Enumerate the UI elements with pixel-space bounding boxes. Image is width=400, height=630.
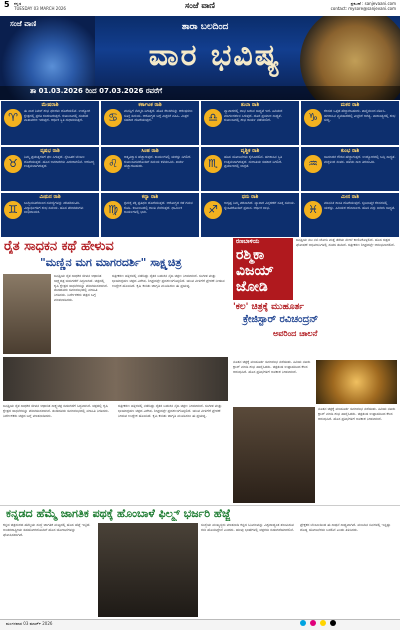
article3-event-photo bbox=[316, 360, 397, 404]
article4-column3: ಪ್ರೇಕ್ಷಕರ ಬೆಂಬಲದಿಂದ ಈ ಸಾಧನೆ ಸಾಧ್ಯವಾಗಿದೆ. ಮುಂದಿನ ದಿನಗಳಲ್ಲಿ ಇನ್ನಷ್ಟು ದೊಡ್ಡ ಯೋಜನೆಗಳು ಬರಲಿವೆ ಎಂದು ತಿಳಿಸಿದರು. bbox=[300, 523, 391, 532]
registration-dot-cyan bbox=[300, 620, 306, 626]
banner-date: ತಾ 01.03.2026 ರಿಂದ 07.03.2026 ರವರೆಗೆ bbox=[30, 87, 163, 95]
zodiac-sign-text: ಬುದ್ಧಿವಂತಿಕೆಯಿಂದ ಸಮಸ್ಯೆಗಳನ್ನು ಪರಿಹರಿಸುವಿರಿ. ವಿದ್ಯಾರ್ಥಿಗಳಿಗೆ ಶುಭ ಸಮಯ. ಹೊಸ ಪರಿಚಯಗಳು ಲಾಭದಾಯಕ. bbox=[24, 201, 84, 215]
zodiac-sign-card bbox=[201, 101, 299, 145]
zodiac-sign-name: ಕುಂಭ ರಾಶಿ bbox=[340, 148, 360, 154]
registration-dot-yellow bbox=[320, 620, 326, 626]
header-contact-line2: contact: mysore@sanjevani.com bbox=[330, 6, 396, 11]
article2-name-line2: ವಿಜಯ್ bbox=[236, 263, 274, 279]
article2-headline-box bbox=[233, 238, 293, 300]
zodiac-sign-text: ಅದೃಷ್ಟ ನಿಮ್ಮ ಪರವಾಗಿದೆ. ವ್ಯಾಪಾರ ವಿಸ್ತರಣೆಗೆ ಸೂಕ್ತ ಸಮಯ. ಸ್ನೇಹಿತರೊಂದಿಗೆ ಪ್ರವಾಸ. ಆರ್ಥಿಕ ಲಾಭ. bbox=[224, 201, 296, 210]
zodiac-sign-card bbox=[201, 147, 299, 191]
header-contact-line1: ಪ್ರಕಟಣೆ : sanjevaani.com bbox=[350, 1, 396, 6]
zodiac-sign-card bbox=[101, 193, 199, 237]
page-header bbox=[0, 0, 400, 17]
zodiac-symbol-icon: ♐ bbox=[204, 201, 222, 219]
article1-column3: ಜನಪ್ರಿಯ ರೈತ ಸಾಧಕರ ಜೀವನ ಆಧಾರಿತ ಸಾಕ್ಷ್ಯಚಿತ್ರ ಬಿಡುಗಡೆಗೆ ಸಿದ್ಧವಾಗಿದೆ. ಚಿತ್ರದಲ್ಲಿ ಕೃಷಿ ಕ್ಷೇತ್ರದ ಸಾಧನೆಗಳನ್ನು ಪರಿಚಯಿಸಲಾಗಿದೆ. ತಂಡದವರು ಸಮಾರಂಭದಲ್ಲಿ ಮಾಹಿತಿ ನೀಡಿದರು. ನಿರ್ದೇಶಕರು ಚಿತ್ರದ ಬಗ್ಗೆ ಮಾತನಾಡಿದರು. bbox=[3, 404, 109, 418]
article4-photo bbox=[98, 523, 198, 617]
article4-headline-box bbox=[0, 505, 400, 522]
article1-subhead-box bbox=[0, 256, 230, 272]
zodiac-sign-card bbox=[301, 101, 399, 145]
zodiac-sign-text: ಹೊಸ ಯೋಜನೆಗಳು ಕೈಗೂಡಲಿವೆ. ಹಣಕಾಸಿನ ಸ್ಥಿತಿ ಉತ್ತಮವಾಗಿರುತ್ತದೆ. ಸಂಗಾತಿಯ ಸಹಕಾರ ಸಿಗಲಿದೆ. ಪ್ರಯಾಣದಲ್ಲಿ ಜಾಗ್ರತೆ. bbox=[224, 155, 283, 169]
article3-headline3: ಅವರಿಂದ ಚಾಲನೆ bbox=[273, 329, 318, 338]
article1-headline-box bbox=[0, 238, 230, 256]
zodiac-sign-card bbox=[1, 147, 99, 191]
zodiac-sign-text: ಶ್ರಮಕ್ಕೆ ತಕ್ಕ ಪ್ರತಿಫಲ ದೊರೆಯುತ್ತದೆ. ಆರೋಗ್ಯದ ಕಡೆ ಗಮನ ಕೊಡಿ. ಕುಟುಂಬದಲ್ಲಿ ಶಾಂತಿ ನೆಲೆಸುತ್ತದೆ. ಧಾರ್ಮಿಕ ಕಾರ್ಯಗಳಲ್ಲಿ ಭಾಗಿ. bbox=[124, 201, 193, 215]
banner-title: ವಾರ ಭವಿಷ್ಯ bbox=[148, 38, 282, 73]
article3-headline2: ಕ್ರೇಜಿಸ್ಟಾರ್ ರವಿಚಂದ್ರನ್ bbox=[243, 314, 319, 325]
zodiac-symbol-icon: ♉ bbox=[4, 155, 22, 173]
zodiac-sign-card bbox=[101, 101, 199, 145]
zodiac-sign-card bbox=[101, 147, 199, 191]
zodiac-sign-text: ಈ ವಾರ ನಿಮಗೆ ಶುಭ ಫಲಗಳು ದೊರೆಯಲಿವೆ. ಉದ್ಯೋಗ ಕ್ಷೇತ್ರದಲ್ಲಿ ಪ್ರಗತಿ ಕಂಡುಬರುತ್ತದೆ. ಕುಟುಂಬದಲ್ಲಿ ಸಂತಸದ ವಾತಾವರಣ ಇರುತ್ತದೆ. ಆರ್ಥಿಕ ಸ್ಥಿತಿ ಸುಧಾರಿಸುತ್ತದೆ. bbox=[24, 109, 91, 123]
zodiac-sign-name: ಮೇಷರಾಶಿ bbox=[41, 102, 59, 108]
article1-subheadline: "ಮಣ್ಣಿನ ಮಗ ಮಾಗರದರ್ಶಿ" ಸಾಕ್ಷ್ಯಚಿತ್ರ bbox=[40, 256, 182, 269]
zodiac-symbol-icon: ♏ bbox=[204, 155, 222, 173]
article2-name-line1: ರಶ್ಮಿಕಾ bbox=[236, 247, 265, 263]
article4-headline: ಕನ್ನಡದ ಹೆಮ್ಮೆ ಜಾಗತಿಕ ಪಥಕ್ಕೆ ಹೊಂಬಾಳೆ ಫಿಲ್ಮ್ಸ್ ಭರ್ಜರಿ ಹೆಜ್ಜೆ bbox=[6, 507, 231, 520]
zodiac-symbol-icon: ♌ bbox=[104, 155, 122, 173]
zodiac-sign-name: ಮಿಥುನ ರಾಶಿ bbox=[39, 194, 61, 200]
masthead-logo: ಸಂಜೆ ವಾಣಿ bbox=[185, 1, 215, 10]
zodiac-sign-name: ಮೀನ ರಾಶಿ bbox=[341, 194, 359, 200]
registration-dot-black bbox=[330, 620, 336, 626]
zodiac-sign-name: ಧನು ರಾಶಿ bbox=[241, 194, 259, 200]
article1-headline: ರೈತ ಸಾಧಕನ ಕಥೆ ಹೇಳುವ bbox=[4, 239, 114, 254]
zodiac-symbol-icon: ♈ bbox=[4, 109, 22, 127]
zodiac-symbol-icon: ♋ bbox=[104, 109, 122, 127]
zodiac-sign-text: ಕೆಲಸದ ಒತ್ತಡ ಹೆಚ್ಚಾಗಬಹುದು. ತಾಳ್ಮೆಯಿಂದ ವರ್ತಿಸಿ. ಹಣಕಾಸಿನ ವ್ಯವಹಾರದಲ್ಲಿ ಎಚ್ಚರಿಕೆ ಅಗತ್ಯ. ವಾರಾಂತ್ಯದಲ್ಲಿ ಶುಭ ಸುದ್ದಿ. bbox=[324, 109, 396, 123]
zodiac-sign-text: ನಿಮ್ಮ ಪ್ರಯತ್ನಗಳಿಗೆ ಫಲ ಸಿಗುತ್ತದೆ. ಸ್ನೇಹಿತರ ಬೆಂಬಲ ದೊರೆಯುತ್ತದೆ. ಹೊಸ ಅವಕಾಶಗಳು ಎದುರಾಗಲಿವೆ. ಆರೋಗ್ಯ ಉತ್ತಮವಾಗಿರುತ್ತದೆ. bbox=[24, 155, 95, 169]
article3-headline-box bbox=[233, 302, 397, 358]
banner-logo: ಸಂಜೆ ವಾಣಿ bbox=[10, 20, 37, 28]
zodiac-symbol-icon: ♓ bbox=[304, 201, 322, 219]
zodiac-sign-name: ಕನ್ಯಾ ರಾಶಿ bbox=[141, 194, 159, 200]
zodiac-sign-card bbox=[1, 193, 99, 237]
zodiac-sign-name: ವೃಷಭ ರಾಶಿ bbox=[40, 148, 60, 154]
registration-dot-magenta bbox=[310, 620, 316, 626]
article2-name-line3: ಜೋಡಿ bbox=[236, 279, 268, 295]
article4-column1: ಕನ್ನಡ ಚಿತ್ರರಂಗದ ಹೆಮ್ಮೆಯ ಸಂಸ್ಥೆ ಜಾಗತಿಕ ಮಟ್ಟದಲ್ಲಿ ಹೊಸ ಹೆಜ್ಜೆ ಇಟ್ಟಿದೆ. ಅಂತರರಾಷ್ಟ್ರೀಯ ಸಹಯೋಗದೊಂದಿಗೆ ಹೊಸ ಯೋಜನೆಗಳನ್ನು ಘೋಷಿಸಲಾಗಿದೆ. bbox=[3, 523, 91, 537]
zodiac-sign-card bbox=[301, 193, 399, 237]
zodiac-sign-card bbox=[301, 147, 399, 191]
article2-headline bbox=[236, 247, 274, 295]
footer-date: ಮಂಗಳವಾರ 03 ಮಾರ್ಚ್ 2026 bbox=[6, 621, 53, 626]
zodiac-symbol-icon: ♍ bbox=[104, 201, 122, 219]
article3-column2: ನೂತನ ಚಿತ್ರಕ್ಕೆ ಮುಹೂರ್ತ ಸಮಾರಂಭ ನಡೆಯಿತು. ಹಿರಿಯ ನಟರು ಕ್ಲಾಪ್ ಮಾಡಿ ಶುಭ ಹಾರೈಸಿದರು. ಚಿತ್ರತಂಡ ಉತ್ಸಾಹದಿಂದ ಕೆಲಸ ಆರಂಭಿಸಿದೆ. ಹೊಸ ಪ್ರತಿಭೆಗಳಿಗೆ ಅವಕಾಶ ನೀಡಲಾಗಿದೆ. bbox=[318, 407, 396, 421]
zodiac-symbol-icon: ♊ bbox=[4, 201, 22, 219]
zodiac-sign-name: ಕರ್ಕಾಟಕ ರಾಶಿ bbox=[138, 102, 162, 108]
zodiac-sign-name: ತುಲಾ ರಾಶಿ bbox=[240, 102, 260, 108]
header-contact bbox=[331, 1, 396, 11]
article1-group-photo bbox=[3, 357, 228, 401]
article1-portrait-photo bbox=[3, 274, 51, 354]
zodiac-symbol-icon: ♑ bbox=[304, 109, 322, 127]
article1-column4: ಚಿತ್ರೀಕರಣ ಹಳ್ಳಿಗಳಲ್ಲಿ ನಡೆದಿದ್ದು ರೈತರ ಬದುಕಿನ ನೈಜ ಚಿತ್ರಣ ನೀಡಲಾಗಿದೆ. ಸಂಗೀತ ಮತ್ತು ಛಾಯಾಗ್ರಹಣ ಚಿತ್ರದ ವಿಶೇಷ. ಶೀಘ್ರದಲ್ಲೇ ಪ್ರದರ್ಶನಗೊಳ್ಳಲಿದೆ. ಯುವ ಪೀಳಿಗೆಗೆ ಪ್ರೇರಣೆ ನೀಡುವ ಉದ್ದೇಶ ಹೊಂದಿದೆ. ಕೃಷಿ ಕುರಿತು ಜಾಗೃತಿ ಮೂಡಿಸಲು ಈ ಪ್ರಯತ್ನ. bbox=[118, 404, 222, 418]
zodiac-sign-text: ಮನಸ್ಸಿಗೆ ನೆಮ್ಮದಿ ಸಿಗುತ್ತದೆ. ಹೊಸ ಕೆಲಸಗಳನ್ನು ಆರಂಭಿಸಲು ಸೂಕ್ತ ಸಮಯ. ಆರೋಗ್ಯದ ಬಗ್ಗೆ ಎಚ್ಚರಿಕೆ ವಹಿಸಿ. ಮಿತ್ರರ ಸಹಕಾರ ದೊರೆಯುತ್ತದೆ. bbox=[124, 109, 193, 123]
article1-column2: ಚಿತ್ರೀಕರಣ ಹಳ್ಳಿಗಳಲ್ಲಿ ನಡೆದಿದ್ದು ರೈತರ ಬದುಕಿನ ನೈಜ ಚಿತ್ರಣ ನೀಡಲಾಗಿದೆ. ಸಂಗೀತ ಮತ್ತು ಛಾಯಾಗ್ರಹಣ ಚಿತ್ರದ ವಿಶೇಷ. ಶೀಘ್ರದಲ್ಲೇ ಪ್ರದರ್ಶನಗೊಳ್ಳಲಿದೆ. ಯುವ ಪೀಳಿಗೆಗೆ ಪ್ರೇರಣೆ ನೀಡುವ ಉದ್ದೇಶ ಹೊಂದಿದೆ. ಕೃಷಿ ಕುರಿತು ಜಾಗೃತಿ ಮೂಡಿಸಲು ಈ ಪ್ರಯತ್ನ. bbox=[112, 274, 225, 288]
page-number: 5 bbox=[4, 0, 10, 9]
zodiac-sign-text: ಆತ್ಮವಿಶ್ವಾಸ ಹೆಚ್ಚಾಗುತ್ತದೆ. ಕಾರ್ಯಗಳಲ್ಲಿ ಯಶಸ್ಸು ಸಿಗಲಿದೆ. ಕುಟುಂಬದವರೊಂದಿಗೆ ಸಮಯ ಕಳೆಯುವಿರಿ. ಖರ್ಚು ಹೆಚ್ಚಾಗಬಹುದು. bbox=[124, 155, 192, 169]
zodiac-sign-text: ಮಾನಸಿಕ ಶಾಂತಿ ದೊರೆಯುತ್ತದೆ. ಸೃಜನಾತ್ಮಕ ಕೆಲಸಗಳಲ್ಲಿ ಯಶಸ್ಸು. ಹಿರಿಯರ ಆಶೀರ್ವಾದ. ಹೊಸ ವಸ್ತು ಖರೀದಿ ಸಾಧ್ಯತೆ. bbox=[324, 201, 396, 210]
zodiac-sign-name: ಸಿಂಹ ರಾಶಿ bbox=[141, 148, 159, 154]
zodiac-sign-card bbox=[1, 101, 99, 145]
article1-column1: ಜನಪ್ರಿಯ ರೈತ ಸಾಧಕರ ಜೀವನ ಆಧಾರಿತ ಸಾಕ್ಷ್ಯಚಿತ್ರ ಬಿಡುಗಡೆಗೆ ಸಿದ್ಧವಾಗಿದೆ. ಚಿತ್ರದಲ್ಲಿ ಕೃಷಿ ಕ್ಷೇತ್ರದ ಸಾಧನೆಗಳನ್ನು ಪರಿಚಯಿಸಲಾಗಿದೆ. ತಂಡದವರು ಸಮಾರಂಭದಲ್ಲಿ ಮಾಹಿತಿ ನೀಡಿದರು. ನಿರ್ದೇಶಕರು ಚಿತ್ರದ ಬಗ್ಗೆ ಮಾತನಾಡಿದರು. bbox=[54, 274, 108, 302]
zodiac-sign-name: ವೃಶ್ಚಿಕ ರಾಶಿ bbox=[240, 148, 260, 154]
article2-text: ಜನಪ್ರಿಯ ನಟ ನಟಿ ಜೋಡಿ ಮತ್ತೆ ತೆರೆಯ ಮೇಲೆ ಕಾಣಿಸಿಕೊಳ್ಳಲಿದೆ. ಹೊಸ ಚಿತ್ರದ ಘೋಷಣೆ ಅಭಿಮಾನಿಗಳಲ್ಲಿ ಸಂತಸ ತಂದಿದೆ. ಚಿತ್ರೀಕರಣ ಶೀಘ್ರದಲ್ಲೇ ಆರಂಭವಾಗಲಿದೆ. bbox=[296, 238, 395, 247]
zodiac-sign-text: ವ್ಯಾಪಾರದಲ್ಲಿ ಲಾಭ ಬರುವ ಸಾಧ್ಯತೆ ಇದೆ. ಹಿರಿಯರ ಮಾರ್ಗದರ್ಶನ ಸಿಗುತ್ತದೆ. ದೂರ ಪ್ರಯಾಣ ಸಾಧ್ಯತೆ. ಕುಟುಂಬದಲ್ಲಿ ಶುಭ ಕಾರ್ಯ ನಡೆಯಲಿದೆ. bbox=[224, 109, 283, 123]
zodiac-sign-name: ಮಕರ ರಾಶಿ bbox=[340, 102, 360, 108]
article3-column1: ನೂತನ ಚಿತ್ರಕ್ಕೆ ಮುಹೂರ್ತ ಸಮಾರಂಭ ನಡೆಯಿತು. ಹಿರಿಯ ನಟರು ಕ್ಲಾಪ್ ಮಾಡಿ ಶುಭ ಹಾರೈಸಿದರು. ಚಿತ್ರತಂಡ ಉತ್ಸಾಹದಿಂದ ಕೆಲಸ ಆರಂಭಿಸಿದೆ. ಹೊಸ ಪ್ರತಿಭೆಗಳಿಗೆ ಅವಕಾಶ ನೀಡಲಾಗಿದೆ. bbox=[233, 360, 311, 374]
zodiac-symbol-icon: ♎ bbox=[204, 109, 222, 127]
zodiac-sign-card bbox=[201, 193, 299, 237]
article2-tag: ರಣಬಾಳಿಯ bbox=[236, 238, 260, 245]
article4-column2: ಸಂಸ್ಥೆಯ ಮುಖ್ಯಸ್ಥರು ಮಾತನಾಡಿ ಕನ್ನಡ ಸಿನಿಮಾವನ್ನು ವಿಶ್ವದಾದ್ಯಂತ ತಲುಪಿಸುವ ಗುರಿ ಹೊಂದಿದ್ದೇವೆ ಎಂದರು. ಹಲವು ಭಾಷೆಗಳಲ್ಲಿ ಚಿತ್ರಗಳು ಬಿಡುಗಡೆಯಾಗಲಿವೆ. bbox=[201, 523, 295, 532]
page-date: ಕನ್ನಡ TUESDAY 03 MARCH 2026 bbox=[14, 1, 66, 11]
horoscope-banner bbox=[0, 16, 400, 100]
article3-group-photo bbox=[233, 407, 315, 503]
zodiac-symbol-icon: ♒ bbox=[304, 155, 322, 173]
page-footer bbox=[0, 619, 400, 630]
article3-headline1: 'ಕಲ' ಚಿತ್ರಕ್ಕೆ ಮುಹೂರ್ತ bbox=[233, 302, 304, 312]
zodiac-sign-text: ಸಾಮಾಜಿಕ ಗೌರವ ಹೆಚ್ಚಾಗುತ್ತದೆ. ಉದ್ಯೋಗದಲ್ಲಿ ಬಡ್ತಿ ಸಾಧ್ಯತೆ. ಮಕ್ಕಳಿಂದ ಸಂತಸ. ಹಳೆಯ ಸಾಲ ತೀರಿಸುವಿರಿ. bbox=[324, 155, 396, 164]
banner-subtitle: ತಾರಾ ಬಲದಿಂದ bbox=[181, 22, 229, 32]
